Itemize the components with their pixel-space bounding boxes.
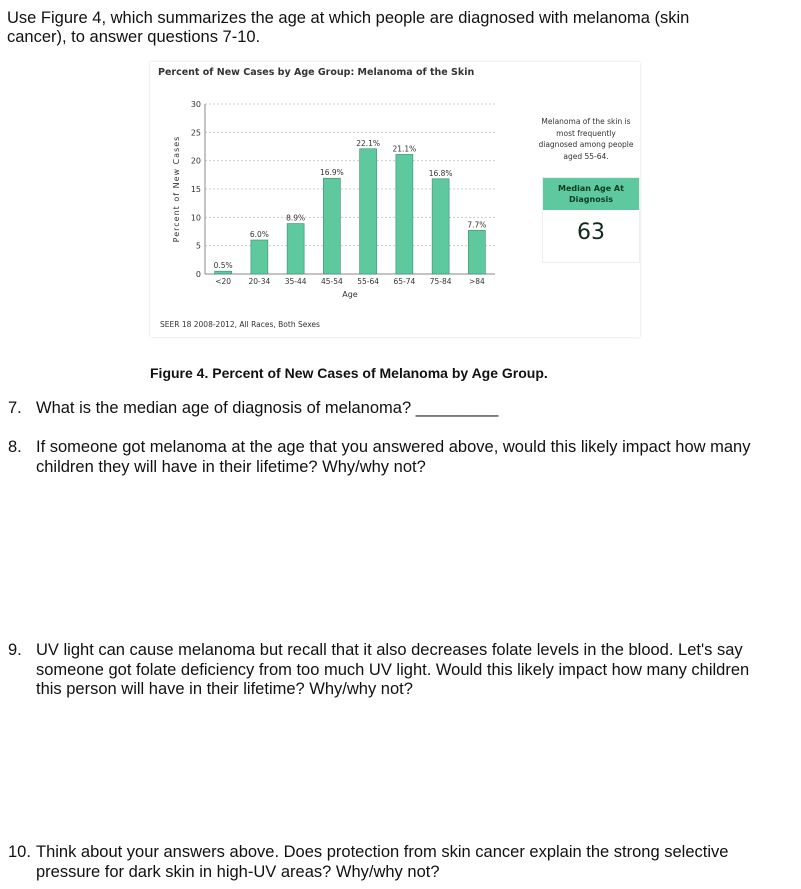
x-axis-label: Age — [342, 290, 358, 299]
question-number: 7. — [8, 399, 22, 417]
median-value: 63 — [577, 220, 605, 245]
question-number: 9. — [8, 641, 22, 659]
y-tick-label: 0 — [195, 270, 201, 279]
question-9-text: this person will have in their lifetime? Why/why not? — [36, 680, 413, 698]
intro-line-1: Use Figure 4, which summarizes the age at which people are diagnosed with melanoma (skin — [7, 9, 690, 27]
y-tick-label: 30 — [190, 100, 201, 109]
question-10-text: pressure for dark skin in high-UV areas? Why/why not? — [36, 862, 440, 881]
x-tick-label: 75-84 — [429, 277, 452, 286]
median-age-box — [542, 177, 640, 263]
x-tick-label: 65-74 — [393, 277, 416, 286]
y-tick-label: 25 — [190, 128, 201, 138]
question-9-text: UV light can cause melanoma but recall that it also decreases folate levels in the blood. Let's say — [36, 641, 743, 659]
y-axis-label: Percent of New Cases — [172, 135, 181, 243]
bar — [287, 224, 304, 274]
data-label: 0.5% — [213, 261, 233, 271]
bar — [468, 230, 485, 274]
bar-chart — [150, 82, 530, 322]
bar — [323, 178, 340, 274]
bar — [396, 154, 413, 274]
intro-line-2: cancer), to answer questions 7-10. — [7, 28, 261, 46]
question-number: 8. — [8, 438, 22, 456]
y-tick-label: 20 — [190, 156, 201, 166]
median-label: Median Age At Diagnosis — [543, 178, 639, 210]
x-tick-label: 55-64 — [357, 277, 380, 286]
data-label: 8.9% — [286, 213, 306, 223]
question-8-text: If someone got melanoma at the age that you answered above, would this likely impact how many — [36, 438, 751, 456]
bar — [251, 240, 268, 274]
data-label: 7.7% — [467, 220, 487, 230]
data-label: 21.1% — [392, 144, 417, 154]
question-9-text: someone got folate deficiency from too much UV light. Would this likely impact how many children — [36, 660, 750, 679]
question-8-text: children they will have in their lifetime? Why/why not? — [36, 457, 426, 476]
question-10-text: Think about your answers above. Does protection from skin cancer explain the strong selective — [36, 843, 729, 861]
x-tick-label: 45-54 — [320, 277, 343, 286]
x-tick-label: >84 — [468, 277, 485, 286]
chart-title: Percent of New Cases by Age Group: Melanoma of the Skin — [158, 67, 475, 78]
data-label: 22.1% — [356, 138, 381, 148]
x-tick-label: <20 — [215, 277, 232, 286]
data-label: 16.8% — [428, 168, 453, 178]
y-tick-label: 10 — [190, 213, 201, 223]
figure-4 — [150, 62, 640, 337]
y-tick-label: 15 — [190, 185, 201, 194]
question-number: 10. — [8, 843, 31, 861]
bar — [432, 179, 449, 274]
y-tick-label: 5 — [195, 241, 201, 251]
data-label: 16.9% — [319, 168, 344, 178]
x-tick-label: 20-34 — [248, 277, 271, 286]
question-7-text: What is the median age of diagnosis of melanoma? _________ — [36, 399, 499, 417]
x-tick-label: 35-44 — [284, 277, 307, 286]
data-label: 6.0% — [249, 230, 269, 239]
chart-source: SEER 18 2008-2012, All Races, Both Sexes — [160, 320, 320, 329]
side-note: Melanoma of the skin is most frequently diagnosed among people aged 55-64. — [538, 117, 634, 161]
figure-caption: Figure 4. Percent of New Cases of Melanoma by Age Group. — [150, 365, 548, 381]
bar — [360, 149, 377, 274]
bar — [215, 271, 232, 274]
